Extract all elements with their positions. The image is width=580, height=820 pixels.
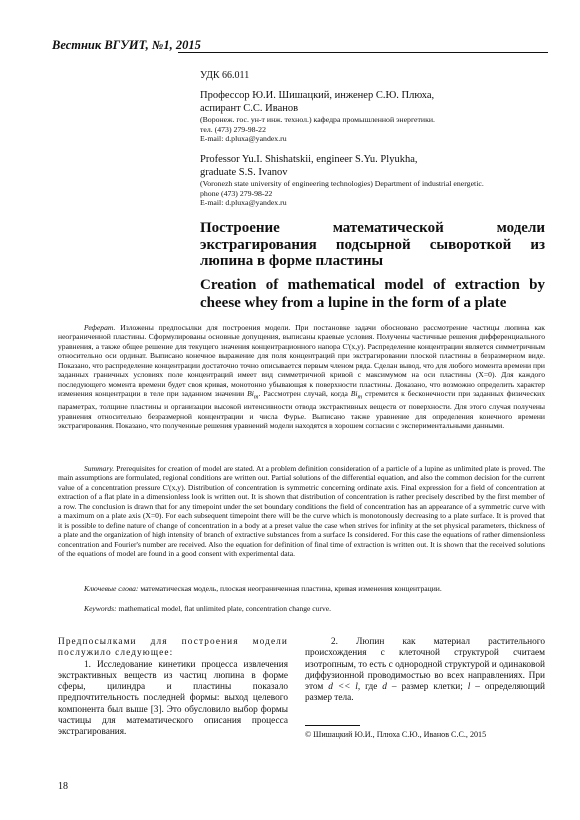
abstract-ru-text-2: . Рассмотрен случай, когда — [258, 389, 348, 399]
point-2-text-b: , где — [357, 682, 378, 693]
summary-en — [58, 464, 545, 559]
abstract-ru — [58, 323, 545, 431]
body-right-column — [305, 637, 545, 705]
bi-symbol-1: $Bi_m$ — [247, 389, 259, 401]
phone-ru: тел. (473) 279-98-22 — [200, 124, 266, 134]
bi-symbol-2: $Bi_m$ — [350, 389, 363, 401]
body-left-column — [58, 637, 288, 739]
inequality: d << l — [328, 682, 358, 693]
email-ru: E-mail: d.pluxa@yandex.ru — [200, 134, 287, 144]
authors-en-line-1: Professor Yu.I. Shishatskii, engineer S.Yu. Plyukha, — [200, 154, 418, 165]
point-1: 1. Исследование кинетики процесса извлечения экстрактивных веществ из частиц люпина в форме сферы, цилиндра и пластины показало предпочтительность последней формы: выход целевого компонента был выше [3]. Это обусловило выбор формы частицы для математического описания процесса экстрагирования. — [58, 659, 288, 738]
point-2-text-d: – определяющий размер тела. — [305, 682, 545, 704]
symbol-d: d — [382, 682, 387, 693]
authors-en — [200, 154, 545, 208]
udk-code: УДК 66.011 — [200, 70, 250, 81]
keywords-en-text: mathematical model, flat unlimited plate, concentration change curve. — [118, 604, 332, 613]
abstract-ru-label: Реферат. — [84, 323, 116, 332]
title-en: Creation of mathematical model of extraction by cheese whey from a lupine in the form of a plate — [200, 277, 545, 311]
keywords-ru — [58, 584, 545, 594]
symbol-l: l — [467, 682, 471, 693]
header-rule — [178, 52, 548, 53]
email-en: E-mail: d.pluxa@yandex.ru — [200, 198, 287, 208]
page-number: 18 — [58, 781, 68, 792]
abstract-ru-text-3: стремится к бесконечности при заданных физических параметрах, толщине пластины и организации высокой интенсивности отвода экстрактивных веществ от поверхности. Для этого случая получены уравнения относительно безразмерной концентрации и числа Фурье. Выписано также уравнение для определения конечного времени экстрагирования. Показано, что полученные решения уравнений модели находятся в хорошем согласии с экспериментальными данными. — [58, 389, 546, 431]
journal-header: Вестник ВГУИТ, №1, 2015 — [52, 38, 201, 52]
point-2-text-c: – размер клетки; — [391, 682, 463, 693]
summary-en-label: Summary. — [84, 464, 115, 473]
keywords-ru-text: математическая модель, плоская неограниченная пластина, кривая изменения концентрации. — [140, 584, 442, 593]
authors-en-line-2: graduate S.S. Ivanov — [200, 166, 288, 178]
point-2-text-a: 2. Люпин как материал растительного происхождения с клеточной структурой считаем изотропным, то есть с однородной структурой и одинаковой диффузионной проводимостью во всех направлениях. При этом — [305, 637, 545, 693]
phone-en: phone (473) 279-98-22 — [200, 188, 273, 198]
affiliation-ru: (Воронеж. гос. ун-т инж. технол.) кафедра промышленной энергетики. — [200, 115, 435, 124]
keywords-en-label: Keywords: — [84, 604, 117, 613]
authors-ru-line-2: аспирант С.С. Иванов — [200, 102, 299, 114]
keywords-en — [58, 604, 545, 614]
authors-ru — [200, 90, 545, 144]
intro-lead: Предпосылками для построения модели послужило следующее: — [58, 637, 288, 659]
keywords-ru-label: Ключевые слова: — [84, 584, 139, 593]
affiliation-en: (Voronezh state university of engineering technologies) Department of industrial energetic. — [200, 179, 484, 188]
authors-ru-line-1: Профессор Ю.И. Шишацкий, инженер С.Ю. Плюха, — [200, 90, 435, 101]
title-ru: Построение математической модели экстрагирования подсырной сывороткой из люпина в форме пластины — [200, 220, 545, 269]
summary-en-text: Prerequisites for creation of model are stated. At a problem definition consideration of a particle of a lupine as unlimited plate is proved. The main assumptions are formulated, regional conditions are written out. Partial solutions of the differential equation, and also the common decision for the current value of a concentration pressure C'(x,y). Distribution of concentration is symmetric concerning ordinate axis. Final expression for a field of concentration at extraction of a flat plate in a dimensionless look is written out. It is shown that distribution of concentration is rather precisely described by the first member of a row. The conclusion is drawn that for any timepoint under the set boundary conditions the field of concentration has an appearance of a symmetric curve with a maximum on a plate axis (X=0). For each subsequent timepoint there will be the curve which is monotonously decreasing to a plate surface. It is proved that it is possible to define nature of change of concentration in a body at a preset value the case when strives for infinity at the set physical parameters, thickness of a plate and the organization of high intensity of branch of extractive substances from a surface Is considered. For this case the equations of rather dimensionless concentration and Fourier's number are received. Also the equation for definition of final time of extraction is written out. It is shown that the received solutions of the equations of model are found in a good consent with experimental data. — [58, 464, 545, 559]
abstract-ru-text-1: Изложены предпосылки для построения модели. При постановке задачи обосновано рассмотрение частицы люпина как неограниченной пластины. Сформулированы основные допущения, выписаны краевые условия. Получены частичные решения дифференциального уравнения, а также общее решение для текущего значения концентрационного напора C'(x,y). Распределение концентрации является симметричным относительно оси ординат. Выписано конечное выражение для поля концентраций при экстрагировании плоской пластины в безразмерном виде. Показано, что распределение концентрации достаточно точно описывается первым членом ряда. Сделан вывод, что для любого момента времени при заданных граничных условиях поле концентраций имеет вид симметричной кривой с максимумом на оси пластины (X=0). Для каждого последующего момента времени будет своя кривая, монотонно убывающая к поверхности пластины. Доказано, что возможно определить характер изменения концентрации в теле при заданном значении — [58, 323, 545, 399]
copyright-rule — [305, 725, 360, 726]
copyright: © Шишацкий Ю.И., Плюха С.Ю., Иванов С.С., 2015 — [305, 730, 487, 739]
